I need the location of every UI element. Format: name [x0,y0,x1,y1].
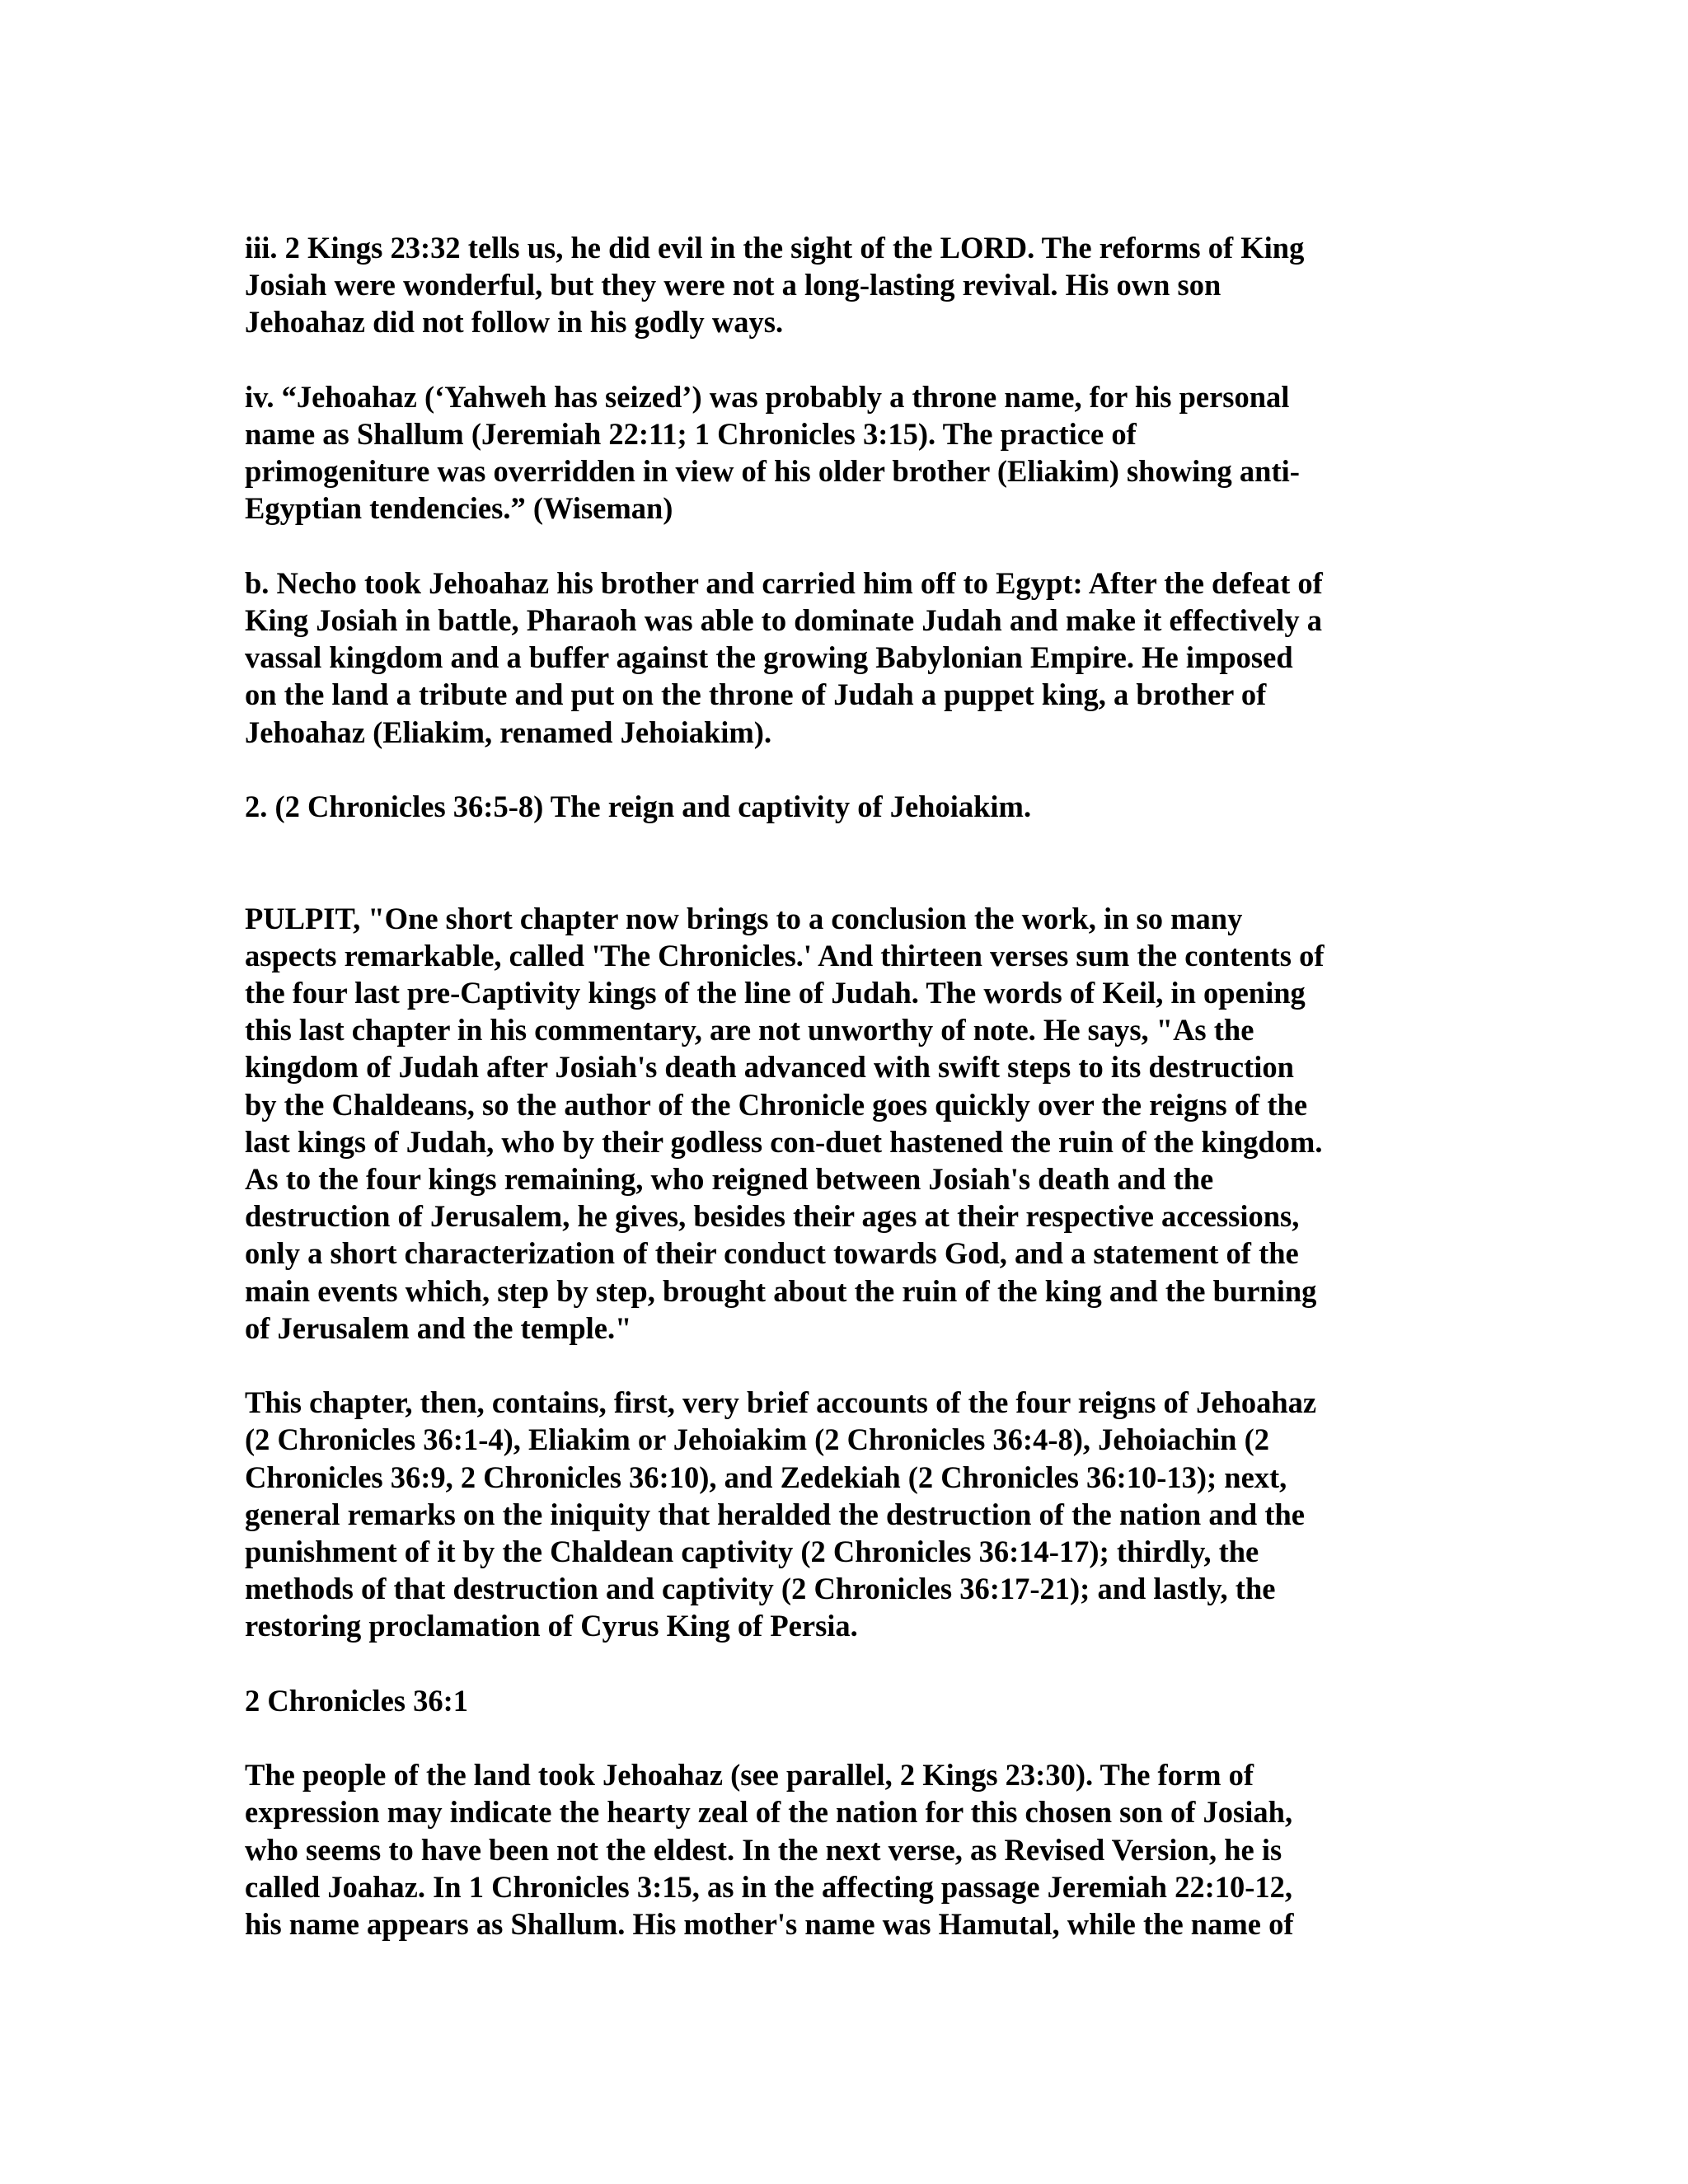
section-heading-jehoiakim: 2. (2 Chronicles 36:5-8) The reign and captivity of Jehoiakim. [245,790,1032,823]
paragraph-verse-commentary: The people of the land took Jehoahaz (see parallel, 2 Kings 23:30). The form of expression may indicate the hearty zeal of the nation for this chosen son of Josiah, who seems to have been not the eldest. In the next verse, as Revised Version, he is called Joahaz. In 1 Chronicles 3:15, as in the affecting passage Jeremiah 22:10-12, his name appears as Shallum. His mother's name was Hamutal, while the name of [245,1758,1294,1942]
paragraph-b-necho: b. Necho took Jehoahaz his brother and carried him off to Egypt: After the defeat of King Josiah in battle, Pharaoh was able to dominate Judah and make it effectively a vassal kingdom and a buffer against the growing Babylonian Empire. He imposed on the land a tribute and put on the throne of Judah a puppet king, a brother of Jehoahaz (Eliakim, renamed Jehoiakim). [245,565,1323,749]
paragraph-iii-kings: iii. 2 Kings 23:32 tells us, he did evil in the sight of the LORD. The reforms of King Josiah were wonderful, but they were not a long-lasting revival. His own son Jehoahaz did not follow in his godly ways. [245,231,1305,340]
verse-heading: 2 Chronicles 36:1 [245,1683,469,1718]
paragraph-iv-jehoahaz-name: iv. “Jehoahaz (‘Yahweh has seized’) was probably a throne name, for his personal name as Shallum (Jeremiah 22:11; 1 Chronicles 3:15). The practice of primogeniture was overridden in view of his older brother (Eliakim) showing anti- Egyptian tendencies.” (Wiseman) [245,379,1300,526]
paragraph-pulpit-intro: PULPIT, "One short chapter now brings to a conclusion the work, in so many aspects remarkable, called 'The Chronicles.' And thirteen verses sum the contents of the four last pre-Captivity kings of the line of Judah. The words of Keil, in opening this last chapter in his commentary, are not unworthy of note. He says, "As the kingdom of Judah after Josiah's death advanced with swift steps to its destruction by the Chaldeans, so the author of the Chronicle goes quickly over the reigns of the last kings of Judah, who by their godless con-duet hastened the ruin of the kingdom. As to the four kings remaining, who reigned between Josiah's death and the destruction of Jerusalem, he gives, besides their ages at their respective accessions, only a short characterization of their conduct towards God, and a statement of the main events which, step by step, brought about the ruin of the king and the burning of Jerusalem and the temple." [245,901,1325,1345]
paragraph-chapter-summary: This chapter, then, contains, first, very brief accounts of the four reigns of Jehoahaz (2 Chronicles 36:1-4), Eliakim or Jehoiakim (2 Chronicles 36:4-8), Jehoiachin (2 Chronicles 36:9, 2 Chronicles 36:10), and Zedekiah (2 Chronicles 36:10-13); next, general remarks on the iniquity that heralded the destruction of the nation and the punishment of it by the Chaldean captivity (2 Chronicles 36:14-17); thirdly, the methods of that destruction and captivity (2 Chronicles 36:17-21); and lastly, the restoring proclamation of Cyrus King of Persia. [245,1385,1317,1643]
page-body [245,229,1448,1943]
